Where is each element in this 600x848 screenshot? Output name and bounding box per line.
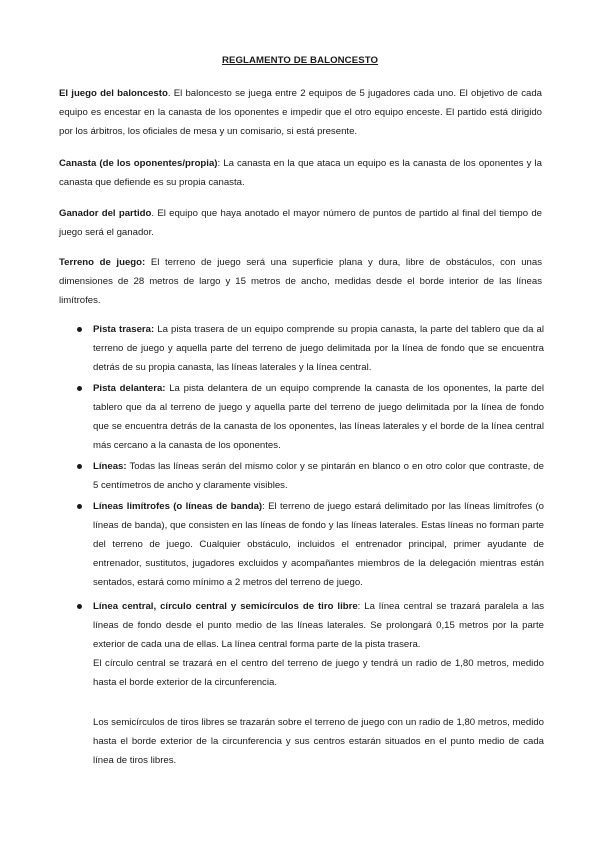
bullet-text: Todas las líneas serán del mismo color y se pintarán en blanco o en otro color que contraste, de 5 centímetros de ancho y claramente visibles. xyxy=(93,461,544,491)
bullet-lineas-limitrofes xyxy=(93,497,544,592)
paragraph-text: : La canasta en la que ataca un equipo es la canasta de los oponentes y la canasta que defiende es su propia canasta. xyxy=(59,158,542,188)
bullet-icon xyxy=(77,327,82,332)
bullet-lineas xyxy=(93,457,544,495)
bullet-text: : El terreno de juego estará delimitado por las líneas limítrofes (o líneas de banda), que consisten en las líneas de fondo y las líneas laterales. Estas líneas no forman parte del terreno de juego. Cualquier obstáculo, incluidos el entrenador principal, primer ayudante de entrenador, sustitutos, jugadores excluidos y acompañantes miembros de la delegación mientras están sentados, estará como mínimo a 2 metros del terreno de juego. xyxy=(93,501,544,588)
paragraph-term: El juego del baloncesto xyxy=(59,88,168,99)
paragraph-canasta xyxy=(59,154,542,192)
bullet-icon xyxy=(77,604,82,609)
bullet-icon xyxy=(77,386,82,391)
closing-paragraph: Los semicírculos de tiros libres se trazarán sobre el terreno de juego con un radio de 1,80 metros, medido hasta el borde exterior de la circunferencia y sus centros estarán situados en el punto medio de cada línea de tiros libres. xyxy=(93,717,544,766)
bullet-text: : La línea central se trazará paralela a las líneas de fondo desde el punto medio de las líneas laterales. Se prolongará 0,15 metros por la parte exterior de cada una de ellas. La línea central forma parte de la pista trasera. xyxy=(93,601,544,650)
bullet-linea-central xyxy=(93,597,544,692)
document-title: REGLAMENTO DE BALONCESTO xyxy=(221,55,379,66)
bullet-icon xyxy=(77,464,82,469)
bullet-term: Pista delantera: xyxy=(93,383,166,394)
bullet-term: Línea central, círculo central y semicírculos de tiro libre xyxy=(93,601,358,612)
paragraph-text: . El equipo que haya anotado el mayor número de puntos de partido al final del tiempo de juego será el ganador. xyxy=(59,208,542,238)
bullet-pista-trasera xyxy=(93,320,544,377)
bullet-text: La pista trasera de un equipo comprende su propia canasta, la parte del tablero que da al terreno de juego y aquella parte del terreno de juego delimitada por la línea de fondo que se encuentra detrás de su propia canasta, las líneas laterales y la línea central. xyxy=(93,324,544,373)
paragraph-term: Canasta (de los oponentes/propia) xyxy=(59,158,218,169)
bullet-term: Pista trasera: xyxy=(93,324,155,335)
bullet-term: Líneas: xyxy=(93,461,127,472)
bullet-icon xyxy=(77,504,82,509)
paragraph-text: . El baloncesto se juega entre 2 equipos de 5 jugadores cada uno. El objetivo de cada equipo es encestar en la canasta de los oponentes e impedir que el otro equipo enceste. El partido está dirigido por los árbitros, los oficiales de mesa y un comisario, si está presente. xyxy=(59,88,542,137)
bullet-continuation: El círculo central se trazará en el centro del terreno de juego y tendrá un radio de 1,80 metros, medido hasta el borde exterior de la circunferencia. xyxy=(93,658,544,688)
paragraph-term: Ganador del partido xyxy=(59,208,152,219)
bullet-term: Líneas limítrofes (o líneas de banda) xyxy=(93,501,263,512)
bullet-text: La pista delantera de un equipo comprende la canasta de los oponentes, la parte del tablero que da al terreno de juego y aquella parte del terreno de juego delimitada por la línea de fondo que se encuentra detrás de la canasta de los oponentes, las líneas laterales y el borde de la línea central más cercano a la canasta de los oponentes. xyxy=(93,383,544,451)
paragraph-juego xyxy=(59,84,542,141)
paragraph-terreno xyxy=(59,253,542,310)
bullet-pista-delantera xyxy=(93,379,544,455)
paragraph-ganador xyxy=(59,204,542,242)
paragraph-text: El terreno de juego será una superficie plana y dura, libre de obstáculos, con unas dimensiones de 28 metros de largo y 15 metros de ancho, medidas desde el borde interior de las líneas limítrofes. xyxy=(59,257,542,306)
paragraph-term: Terreno de juego: xyxy=(59,257,146,268)
